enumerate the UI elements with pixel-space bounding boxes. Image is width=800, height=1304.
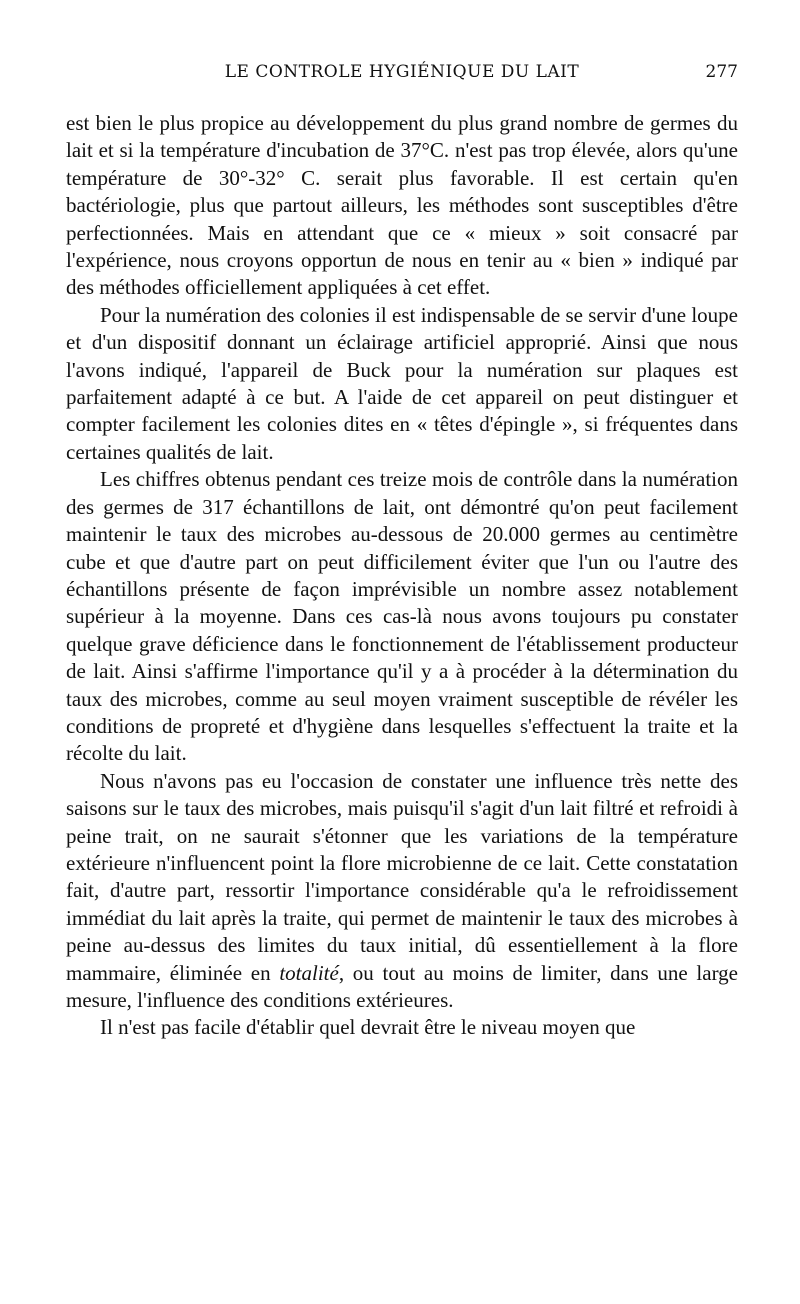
paragraph-4-text-before: Nous n'avons pas eu l'occasion de constater une influence très nette des saisons sur le taux des microbes, mais puisqu'il s'agit d'un lait filtré et refroidi à peine trait, on ne saurait s'étonner que les variations de la température extérieure n'influencent point la flore microbienne de ce lait. Cette constatation fait, d'autre part, ressortir l'importance considérable qu'a le refroidissement immédiat du lait après la traite, qui permet de maintenir le taux des microbes à peine au-dessus des limites du taux initial, dû essentiellement à la flore mammaire, éliminée en [66,768,738,985]
paragraph-3: Les chiffres obtenus pendant ces treize mois de contrôle dans la numération des germes de 317 échantillons de lait, ont démontré qu'on peut facilement maintenir le taux des microbes au-dessous de 20.000 germes au centimètre cube et que d'autre part on peut difficilement éviter que l'un ou l'autre des échantillons présente de façon imprévisible un nombre assez notablement supérieur à la moyenne. Dans ces cas-là nous avons toujours pu constater quelque grave déficience dans le fonctionnement de l'établissement producteur de lait. Ainsi s'affirme l'importance qu'il y a à procéder à la détermination du taux des microbes, comme au seul moyen vraiment susceptible de révéler les conditions de propreté et d'hygiène dans lesquelles s'effectuent la traite et la récolte du lait. [66,467,738,766]
running-title: LE CONTROLE HYGIÉNIQUE DU LAIT [224,62,580,82]
paragraph-4-text-after: , ou tout au moins de limiter, dans une large mesure, l'influence des conditions extérieures. [66,960,738,1012]
page-number: 277 [705,62,738,82]
paragraph-2: Pour la numération des colonies il est indispensable de se servir d'une loupe et d'un dispositif donnant un éclairage artificiel approprié. Ainsi que nous l'avons indiqué, l'appareil de Buck pour la numération sur plaques est parfaitement adapté à ce but. A l'aide de cet appareil on peut distinguer et compter facilement les colonies dites en « têtes d'épingle », si fréquentes dans certaines qualités de lait. [66,302,738,464]
paragraph-4-italic-word: totalité [279,960,339,985]
paragraph-1: est bien le plus propice au développement du plus grand nombre de germes du lait et si la température d'incubation de 37°C. n'est pas trop élevée, alors qu'une température de 30°-32° C. serait plus favorable. Il est certain qu'en bactériologie, plus que partout ailleurs, les méthodes sont susceptibles d'être perfectionnées. Mais en attendant que ce « mieux » soit consacré par l'expérience, nous croyons opportun de nous en tenir au « bien » indiqué par des méthodes officiellement appliquées à cet effet. [66,111,738,300]
running-head [66,62,738,92]
paragraph-4 [66,768,738,1015]
paragraph-5: Il n'est pas facile d'établir quel devrait être le niveau moyen que [100,1015,636,1040]
body-text [66,110,738,1042]
